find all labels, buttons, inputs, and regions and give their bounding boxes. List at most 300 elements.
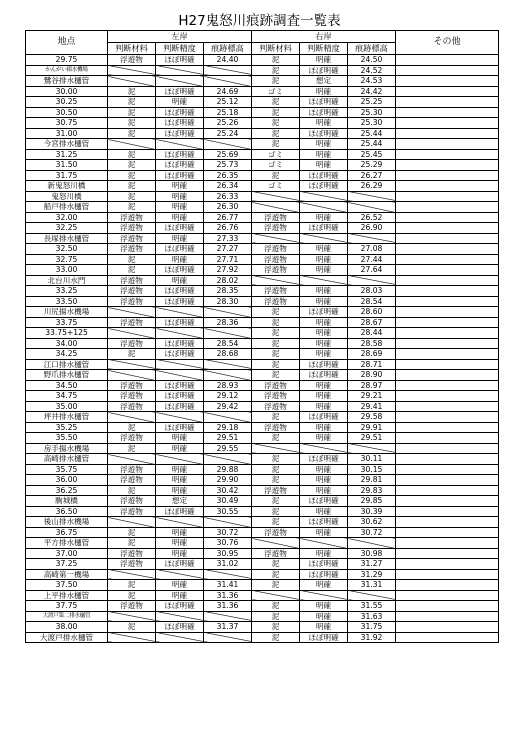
right-accuracy-cell: 明確 [300,212,348,223]
left-empty-cell [108,139,156,150]
point-cell: 36.00 [26,475,108,486]
left-accuracy-cell: 想定 [156,496,204,507]
left-material-cell: 泥 [108,128,156,139]
left-elevation-cell: 25.18 [204,107,252,118]
point-cell: 32.25 [26,223,108,234]
other-cell [396,107,499,118]
left-accuracy-cell: 明確 [156,275,204,286]
document-title: H27鬼怒川痕跡調査一覧表 [178,13,341,29]
left-material-cell: 泥 [108,527,156,538]
other-cell [396,233,499,244]
table-row [26,118,499,129]
right-elevation-cell: 27.64 [348,265,396,276]
right-material-cell: 泥 [252,128,300,139]
table-row [26,380,499,391]
right-accuracy-cell: 明確 [300,118,348,129]
other-cell [396,149,499,160]
right-elevation-cell: 30.39 [348,506,396,517]
header-left-accuracy: 判断精度 [156,43,204,55]
right-material-cell: 泥 [252,139,300,150]
right-material-cell: 泥 [252,622,300,633]
right-accuracy-cell: 明確 [300,349,348,360]
right-elevation-cell: 25.44 [348,128,396,139]
left-empty-cell [108,370,156,381]
right-material-cell: 泥 [252,317,300,328]
left-accuracy-cell: ほぼ明確 [156,422,204,433]
point-cell: 37.25 [26,559,108,570]
table-row [26,422,499,433]
table-row [26,139,499,150]
right-material-cell: 浮遊物 [252,223,300,234]
left-material-cell: 浮遊物 [108,433,156,444]
right-empty-cell [252,538,300,549]
left-elevation-cell: 31.36 [204,601,252,612]
left-elevation-cell: 25.24 [204,128,252,139]
table-row [26,464,499,475]
left-accuracy-cell: ほぼ明確 [156,391,204,402]
table-row [26,611,499,622]
table-row [26,286,499,297]
left-empty-cell [156,611,204,622]
right-material-cell: ゴミ [252,86,300,97]
other-cell [396,170,499,181]
left-empty-cell [108,76,156,87]
table-row [26,97,499,108]
right-material-cell: 泥 [252,559,300,570]
table-row [26,622,499,633]
table-row [26,496,499,507]
left-elevation-cell: 30.72 [204,527,252,538]
right-accuracy-cell: ほぼ明確 [300,632,348,643]
left-empty-cell [156,359,204,370]
left-accuracy-cell: ほぼ明確 [156,286,204,297]
right-elevation-cell: 26.52 [348,212,396,223]
right-material-cell: 浮遊物 [252,380,300,391]
left-empty-cell [108,569,156,580]
right-accuracy-cell: 明確 [300,286,348,297]
right-material-cell: 泥 [252,328,300,339]
right-elevation-cell: 28.58 [348,338,396,349]
left-material-cell: 浮遊物 [108,244,156,255]
other-cell [396,244,499,255]
right-accuracy-cell: ほぼ明確 [300,223,348,234]
point-cell: 35.50 [26,433,108,444]
right-material-cell: 浮遊物 [252,254,300,265]
point-cell: 36.25 [26,485,108,496]
point-cell: 船戸排水樋管 [26,202,108,213]
point-cell: 房手揚水機場 [26,443,108,454]
point-cell: 大渡戸第二排水樋管 [26,611,108,622]
right-material-cell: 泥 [252,97,300,108]
other-cell [396,223,499,234]
table-row [26,328,499,339]
right-elevation-cell: 25.29 [348,160,396,171]
other-cell [396,527,499,538]
right-elevation-cell: 28.54 [348,296,396,307]
point-cell: 今宮排水樋管 [26,139,108,150]
right-empty-cell [300,590,348,601]
right-material-cell: 泥 [252,349,300,360]
right-material-cell: 泥 [252,506,300,517]
point-cell: 32.50 [26,244,108,255]
right-empty-cell [252,191,300,202]
left-elevation-cell: 26.35 [204,170,252,181]
point-cell: 鬼怒川橋 [26,191,108,202]
right-material-cell: 浮遊物 [252,527,300,538]
other-cell [396,506,499,517]
right-material-cell: 泥 [252,433,300,444]
right-material-cell: 泥 [252,454,300,465]
left-accuracy-cell: ほぼ明確 [156,401,204,412]
right-elevation-cell: 31.92 [348,632,396,643]
right-empty-cell [348,191,396,202]
point-cell: 34.50 [26,380,108,391]
left-material-cell: 浮遊物 [108,475,156,486]
point-cell: 33.00 [26,265,108,276]
left-accuracy-cell: ほぼ明確 [156,380,204,391]
left-material-cell: 泥 [108,118,156,129]
right-accuracy-cell: ほぼ明確 [300,517,348,528]
table-row [26,517,499,528]
other-cell [396,160,499,171]
right-accuracy-cell: 明確 [300,328,348,339]
other-cell [396,485,499,496]
other-cell [396,590,499,601]
left-elevation-cell: 28.36 [204,317,252,328]
table-row [26,370,499,381]
right-material-cell: 浮遊物 [252,212,300,223]
right-accuracy-cell: ほぼ明確 [300,107,348,118]
point-cell: 34.75 [26,391,108,402]
left-elevation-cell: 27.92 [204,265,252,276]
left-empty-cell [156,517,204,528]
left-accuracy-cell: 明確 [156,580,204,591]
point-cell: 新鬼怒川橋 [26,181,108,192]
right-accuracy-cell: 明確 [300,265,348,276]
table-row [26,527,499,538]
point-cell: 34.00 [26,338,108,349]
left-material-cell: 浮遊物 [108,601,156,612]
left-elevation-cell: 29.18 [204,422,252,433]
left-elevation-cell: 31.36 [204,590,252,601]
other-cell [396,317,499,328]
right-accuracy-cell: ほぼ明確 [300,569,348,580]
table-row [26,86,499,97]
table-row [26,401,499,412]
left-accuracy-cell: ほぼ明確 [156,317,204,328]
table-row [26,191,499,202]
table-row [26,338,499,349]
right-accuracy-cell: 明確 [300,86,348,97]
other-cell [396,97,499,108]
left-material-cell: 泥 [108,107,156,118]
table-row [26,307,499,318]
table-row [26,65,499,76]
table-row [26,538,499,549]
table-row [26,149,499,160]
table-row [26,233,499,244]
other-cell [396,433,499,444]
right-elevation-cell: 28.71 [348,359,396,370]
point-cell: 35.75 [26,464,108,475]
table-row [26,548,499,559]
right-accuracy-cell: ほぼ明確 [300,559,348,570]
right-elevation-cell: 27.08 [348,244,396,255]
other-cell [396,338,499,349]
right-material-cell: 泥 [252,569,300,580]
left-elevation-cell: 25.26 [204,118,252,129]
left-accuracy-cell: ほぼ明確 [156,244,204,255]
left-empty-cell [204,307,252,318]
point-cell: 高崎排水樋管 [26,454,108,465]
other-cell [396,622,499,633]
right-material-cell: 泥 [252,580,300,591]
left-material-cell: 浮遊物 [108,559,156,570]
right-elevation-cell: 25.30 [348,118,396,129]
point-cell: 32.75 [26,254,108,265]
table-row [26,212,499,223]
left-material-cell: 泥 [108,97,156,108]
right-material-cell: 浮遊物 [252,391,300,402]
other-cell [396,632,499,643]
right-elevation-cell: 31.63 [348,611,396,622]
header-left-material: 判断材料 [108,43,156,55]
point-cell: 36.50 [26,506,108,517]
left-elevation-cell: 28.35 [204,286,252,297]
right-material-cell: 泥 [252,475,300,486]
header-right-accuracy: 判断精度 [300,43,348,55]
right-elevation-cell: 30.72 [348,527,396,538]
right-accuracy-cell: 明確 [300,611,348,622]
right-material-cell: 泥 [252,412,300,423]
right-elevation-cell: 30.62 [348,517,396,528]
left-material-cell: 泥 [108,265,156,276]
other-cell [396,296,499,307]
right-empty-cell [300,233,348,244]
left-accuracy-cell: 明確 [156,527,204,538]
right-material-cell: 泥 [252,118,300,129]
left-accuracy-cell: 明確 [156,233,204,244]
left-elevation-cell: 25.69 [204,149,252,160]
left-material-cell: 泥 [108,580,156,591]
other-cell [396,349,499,360]
point-cell: 高崎第一機場 [26,569,108,580]
right-elevation-cell: 31.55 [348,601,396,612]
left-elevation-cell: 26.76 [204,223,252,234]
table-row [26,359,499,370]
other-cell [396,265,499,276]
right-elevation-cell: 24.42 [348,86,396,97]
left-elevation-cell: 28.30 [204,296,252,307]
right-accuracy-cell: 明確 [300,580,348,591]
left-accuracy-cell: ほぼ明確 [156,601,204,612]
right-accuracy-cell: ほぼ明確 [300,496,348,507]
point-cell: 駒城橋 [26,496,108,507]
point-cell: 30.25 [26,97,108,108]
right-elevation-cell: 29.85 [348,496,396,507]
left-material-cell: 泥 [108,191,156,202]
left-material-cell: 泥 [108,485,156,496]
left-empty-cell [204,517,252,528]
table-row [26,433,499,444]
other-cell [396,65,499,76]
left-empty-cell [108,359,156,370]
other-cell [396,538,499,549]
left-elevation-cell: 31.02 [204,559,252,570]
right-empty-cell [252,233,300,244]
right-accuracy-cell: 明確 [300,55,348,66]
right-material-cell: ゴミ [252,149,300,160]
right-elevation-cell: 25.25 [348,97,396,108]
left-elevation-cell: 27.33 [204,233,252,244]
left-accuracy-cell: 明確 [156,191,204,202]
right-elevation-cell: 28.90 [348,370,396,381]
left-empty-cell [108,632,156,643]
left-elevation-cell: 28.68 [204,349,252,360]
other-cell [396,359,499,370]
survey-table [25,30,499,643]
right-elevation-cell: 24.52 [348,65,396,76]
left-accuracy-cell: ほぼ明確 [156,149,204,160]
point-cell: 35.25 [26,422,108,433]
other-cell [396,370,499,381]
left-material-cell: 浮遊物 [108,464,156,475]
left-material-cell: 泥 [108,622,156,633]
point-cell: かんがい揚水機場 [26,65,108,76]
left-empty-cell [156,76,204,87]
other-cell [396,380,499,391]
point-cell: 大渡戸排水樋管 [26,632,108,643]
other-cell [396,286,499,297]
left-empty-cell [204,412,252,423]
right-accuracy-cell: 明確 [300,254,348,265]
other-cell [396,118,499,129]
left-accuracy-cell: ほぼ明確 [156,559,204,570]
right-material-cell: 泥 [252,359,300,370]
point-cell: 坪井排水樋管 [26,412,108,423]
left-material-cell: 浮遊物 [108,380,156,391]
left-material-cell: 泥 [108,590,156,601]
right-elevation-cell: 29.81 [348,475,396,486]
right-accuracy-cell: ほぼ明確 [300,181,348,192]
point-cell: 上平排水樋管 [26,590,108,601]
left-accuracy-cell: 明確 [156,548,204,559]
other-cell [396,55,499,66]
table-row [26,391,499,402]
right-empty-cell [348,233,396,244]
right-material-cell: 泥 [252,170,300,181]
left-accuracy-cell: ほぼ明確 [156,338,204,349]
other-cell [396,475,499,486]
right-material-cell: 泥 [252,464,300,475]
table-row [26,412,499,423]
other-cell [396,191,499,202]
left-empty-cell [204,328,252,339]
table-row [26,244,499,255]
right-elevation-cell: 30.15 [348,464,396,475]
right-material-cell: 泥 [252,496,300,507]
left-material-cell: 浮遊物 [108,55,156,66]
right-material-cell: 泥 [252,370,300,381]
left-elevation-cell: 24.40 [204,55,252,66]
left-accuracy-cell: ほぼ明確 [156,160,204,171]
other-cell [396,611,499,622]
point-cell: 後山排水機場 [26,517,108,528]
table-row [26,76,499,87]
left-material-cell: 浮遊物 [108,317,156,328]
right-elevation-cell: 28.67 [348,317,396,328]
point-cell: 31.50 [26,160,108,171]
left-accuracy-cell: ほぼ明確 [156,622,204,633]
right-empty-cell [348,275,396,286]
left-material-cell: 泥 [108,170,156,181]
other-cell [396,202,499,213]
other-cell [396,275,499,286]
right-elevation-cell: 30.98 [348,548,396,559]
right-material-cell: 泥 [252,107,300,118]
other-cell [396,559,499,570]
right-empty-cell [252,275,300,286]
left-accuracy-cell: ほぼ明確 [156,349,204,360]
right-empty-cell [348,590,396,601]
left-material-cell: 浮遊物 [108,223,156,234]
left-accuracy-cell: 明確 [156,97,204,108]
right-material-cell: ゴミ [252,181,300,192]
point-cell: 32.00 [26,212,108,223]
point-cell: 33.25 [26,286,108,297]
right-accuracy-cell: 明確 [300,391,348,402]
left-elevation-cell: 30.76 [204,538,252,549]
other-cell [396,401,499,412]
right-material-cell: 浮遊物 [252,548,300,559]
right-empty-cell [252,443,300,454]
point-cell: 31.00 [26,128,108,139]
left-material-cell: 泥 [108,86,156,97]
right-material-cell: 泥 [252,55,300,66]
right-empty-cell [300,202,348,213]
right-accuracy-cell: ほぼ明確 [300,65,348,76]
left-material-cell: 泥 [108,160,156,171]
table-body [26,55,499,643]
header-right-material: 判断材料 [252,43,300,55]
left-material-cell: 泥 [108,422,156,433]
right-elevation-cell: 25.45 [348,149,396,160]
left-empty-cell [108,412,156,423]
table-row [26,254,499,265]
left-elevation-cell: 29.51 [204,433,252,444]
right-accuracy-cell: ほぼ明確 [300,128,348,139]
left-empty-cell [204,611,252,622]
left-accuracy-cell: 明確 [156,433,204,444]
other-cell [396,328,499,339]
other-cell [396,412,499,423]
header-point: 地点 [26,31,108,55]
left-accuracy-cell: ほぼ明確 [156,86,204,97]
table-row [26,475,499,486]
right-accuracy-cell: ほぼ明確 [300,307,348,318]
right-accuracy-cell: 想定 [300,76,348,87]
right-empty-cell [300,443,348,454]
left-elevation-cell: 26.77 [204,212,252,223]
point-cell: 鷺谷排水樋管 [26,76,108,87]
left-elevation-cell: 24.69 [204,86,252,97]
table-row [26,296,499,307]
right-accuracy-cell: 明確 [300,160,348,171]
right-elevation-cell: 24.53 [348,76,396,87]
table-row [26,590,499,601]
right-accuracy-cell: ほぼ明確 [300,412,348,423]
right-accuracy-cell: 明確 [300,422,348,433]
